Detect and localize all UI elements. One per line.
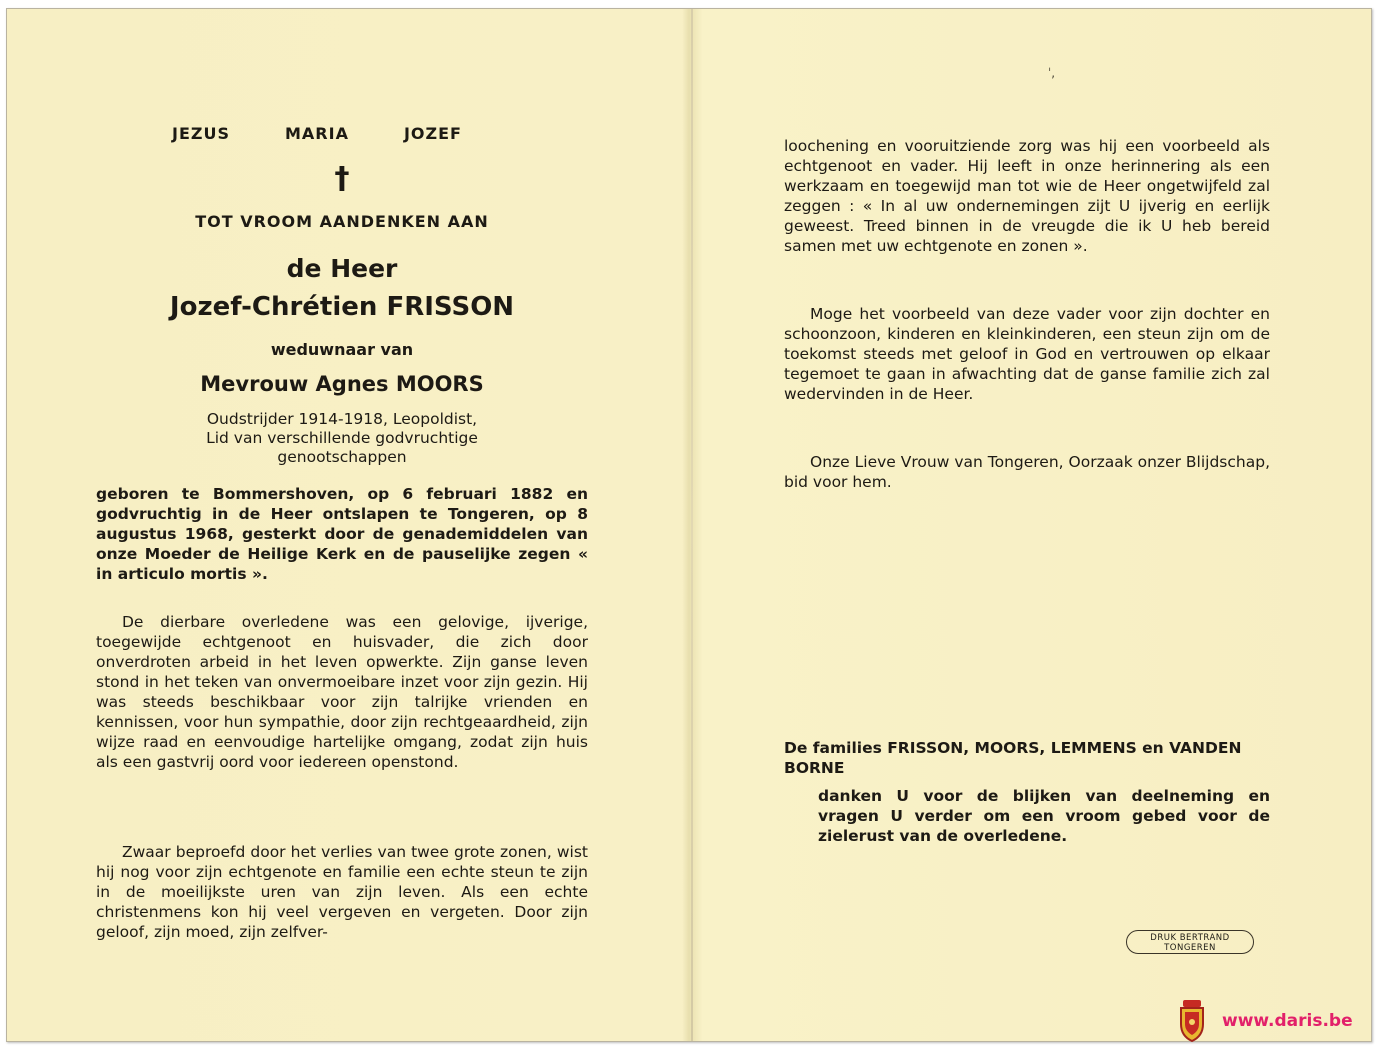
heraldic-crest-icon: [1177, 998, 1207, 1042]
deceased-name: Jozef-Chrétien FRISSON: [169, 292, 515, 322]
holy-name-jozef: JOZEF: [403, 124, 462, 143]
deceased-honorific: de Heer: [286, 254, 398, 283]
printer-city: TONGEREN: [1164, 943, 1216, 953]
holy-names: [172, 124, 462, 143]
holy-name-maria: MARIA: [285, 124, 349, 143]
right-page: [784, 0, 1270, 1050]
spouse-name: Mevrouw Agnes MOORS: [200, 372, 484, 396]
ink-speck: ˈ,: [1048, 66, 1056, 80]
title-line: Oudstrijder 1914-1918, Leopoldist,: [206, 410, 478, 428]
thanks-paragraph: danken U voor de blijken van deelneming en vragen U verder om een vroom gebed voor de zielerust van de overledene.: [818, 787, 1270, 845]
title-line: genootschappen: [277, 448, 407, 466]
holy-name-jezus: JEZUS: [172, 124, 230, 143]
card-fold: [691, 9, 693, 1041]
left-page: [96, 0, 588, 1050]
birth-death-paragraph: geboren te Bommershoven, op 6 februari 1882 en godvruchtig in de Heer ontslapen te Tongeren, op 8 augustus 1968, gesterkt door de genademiddelen van onze Moeder de Heilige Kerk en de pauselijke zegen « in articulo mortis ».: [96, 485, 588, 583]
printer-name: DRUK BERTRAND: [1150, 933, 1230, 943]
cross-icon: †: [334, 161, 350, 196]
families-line: De families FRISSON, MOORS, LEMMENS en VANDEN BORNE: [784, 739, 1242, 777]
watermark-url: www.daris.be: [1222, 1011, 1353, 1031]
eulogy-paragraph-1: De dierbare overledene was een gelovige, ijverige, toegewijde echtgenoot en huisvader, die zich door onverdroten arbeid in het leven opwerkte. Zijn ganse leven stond in het teken van onvermoeibare inzet voor zijn gezin. Hij was steeds beschikbaar voor zijn talrijke vrienden en kennissen, voor hun sympathie, door zijn rechtgeaardheid, zijn wijze raad en eenvoudige hartelijke omgang, zodat zijn huis als een gastvrij oord voor iedereen openstond.: [96, 613, 588, 771]
honorary-titles: [96, 410, 588, 467]
dedication-heading: TOT VROOM AANDENKEN AAN: [195, 212, 489, 231]
eulogy-paragraph-4: Moge het voorbeeld van deze vader voor zijn dochter en schoonzoon, kinderen en kleinkinderen, een steun zijn om de toekomst steeds met geloof in God en vertrouwen op elkaar tegemoet te gaan in afwachting dat de ganse familie zich zal wedervinden in de Heer.: [784, 305, 1270, 403]
prayer-paragraph: Onze Lieve Vrouw van Tongeren, Oorzaak onzer Blijdschap, bid voor hem.: [784, 453, 1270, 491]
title-line: Lid van verschillende godvruchtige: [206, 429, 478, 447]
widower-of: weduwnaar van: [270, 340, 414, 359]
eulogy-paragraph-2: Zwaar beproefd door het verlies van twee grote zonen, wist hij nog voor zijn echtgenote en familie een echte steun te zijn in de moeilijkste uren van zijn leven. Als een echte christenmens kon hij veel vergeven en vergeten. Door zijn geloof, zijn moed, zijn zelfver-: [96, 843, 588, 941]
eulogy-paragraph-3: loochening en vooruitziende zorg was hij een voorbeeld als echtgenoot en vader. Hij leeft in onze herinnering als een werkzaam en toegewijd man tot wie de Heer ongetwijfeld zal zeggen : « In al uw ondernemingen zijt U ijverig en eerlijk geweest. Treed binnen in de vreugde die ik U heb bereid samen met uw echtgenote en zonen ».: [784, 137, 1270, 255]
printer-mark: [1126, 930, 1254, 954]
